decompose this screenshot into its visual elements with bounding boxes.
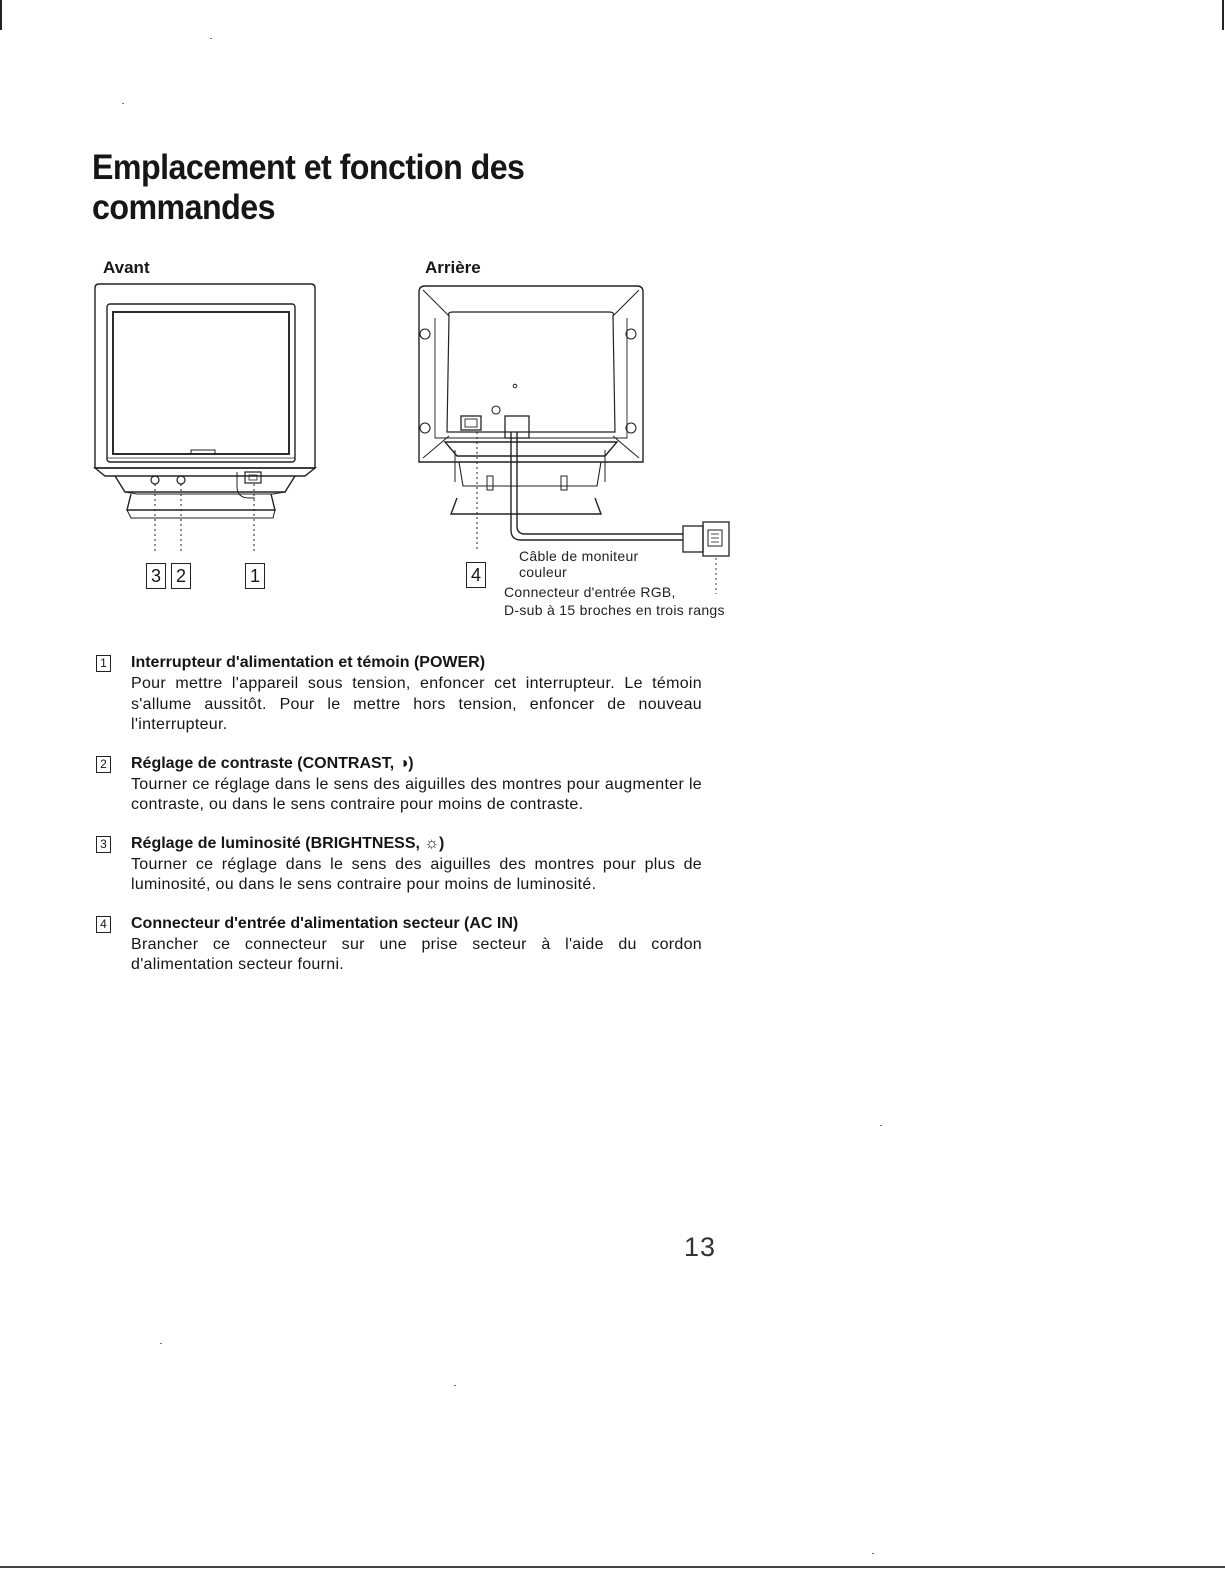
- front-monitor-illustration: [85, 282, 325, 582]
- page-number: 13: [684, 1232, 717, 1262]
- front-callout-1: 1: [245, 563, 265, 589]
- item-heading: Interrupteur d'alimentation et témoin (POWER): [131, 654, 486, 671]
- front-callout-3: 3: [146, 563, 166, 589]
- scan-speck: [454, 1385, 456, 1386]
- power-switch-icon: [245, 472, 261, 483]
- front-callout-2: 2: [171, 563, 191, 589]
- item-body: Tourner ce réglage dans le sens des aiguilles des montres pour plus de luminosité, ou dans le sens contraire pour moins de luminosité.: [131, 855, 702, 893]
- brightness-knob-icon: [151, 476, 159, 484]
- d-sub-connector-icon: [683, 526, 703, 552]
- item-body: Brancher ce connecteur sur une prise secteur à l'aide du cordon d'alimentation secteur fourni.: [131, 935, 702, 973]
- ac-in-connector-icon: [461, 416, 481, 430]
- scan-speck: [872, 1553, 874, 1554]
- item-number-box: 2: [96, 756, 111, 773]
- rear-callout-4: 4: [466, 562, 486, 588]
- scan-speck: [160, 1343, 162, 1344]
- rear-view-label: Arrière: [425, 258, 481, 277]
- description-item-power: [92, 652, 702, 736]
- connector-caption-line-1: Connecteur d'entrée RGB,: [504, 584, 676, 600]
- connector-caption-line-2: D-sub à 15 broches en trois rangs: [504, 602, 725, 618]
- item-number-box: 1: [96, 655, 111, 672]
- cable-caption-line-2: couleur: [519, 564, 568, 580]
- contrast-knob-icon: [177, 476, 185, 484]
- scan-speck: [880, 1125, 882, 1126]
- right-edge-mark: [1222, 0, 1224, 30]
- bottom-rule: [0, 1566, 1225, 1568]
- item-heading: Réglage de contraste (CONTRAST, ◑): [131, 754, 414, 772]
- scan-speck: [210, 38, 212, 39]
- description-item-ac-in: [92, 913, 702, 976]
- item-body: Tourner ce réglage dans le sens des aiguilles des montres pour augmenter le contraste, ou dans le sens contraire pour moins de contraste.: [131, 775, 702, 813]
- control-descriptions: [92, 652, 702, 993]
- left-edge-mark: [0, 0, 2, 30]
- page-title-line-1: Emplacement et fonction des: [92, 148, 525, 187]
- page-title: [92, 148, 524, 228]
- front-view-label: Avant: [103, 258, 150, 277]
- item-heading: Réglage de luminosité (BRIGHTNESS, ☼): [131, 834, 445, 852]
- item-number-box: 3: [96, 836, 111, 853]
- description-item-brightness: [92, 833, 702, 896]
- item-body: Pour mettre l'appareil sous tension, enfoncer cet interrupteur. Le témoin s'allume aussitôt. Pour le mettre hors tension, enfoncer de nouveau l'interrupteur.: [131, 675, 702, 733]
- cable-caption-line-1: Câble de moniteur: [519, 548, 639, 564]
- page-title-line-2: commandes: [92, 188, 275, 227]
- item-heading: Connecteur d'entrée d'alimentation secteur (AC IN): [131, 914, 519, 932]
- scan-speck: [122, 103, 124, 104]
- item-number-box: 4: [96, 916, 111, 933]
- description-item-contrast: [92, 753, 702, 816]
- rear-monitor-illustration: [405, 282, 745, 582]
